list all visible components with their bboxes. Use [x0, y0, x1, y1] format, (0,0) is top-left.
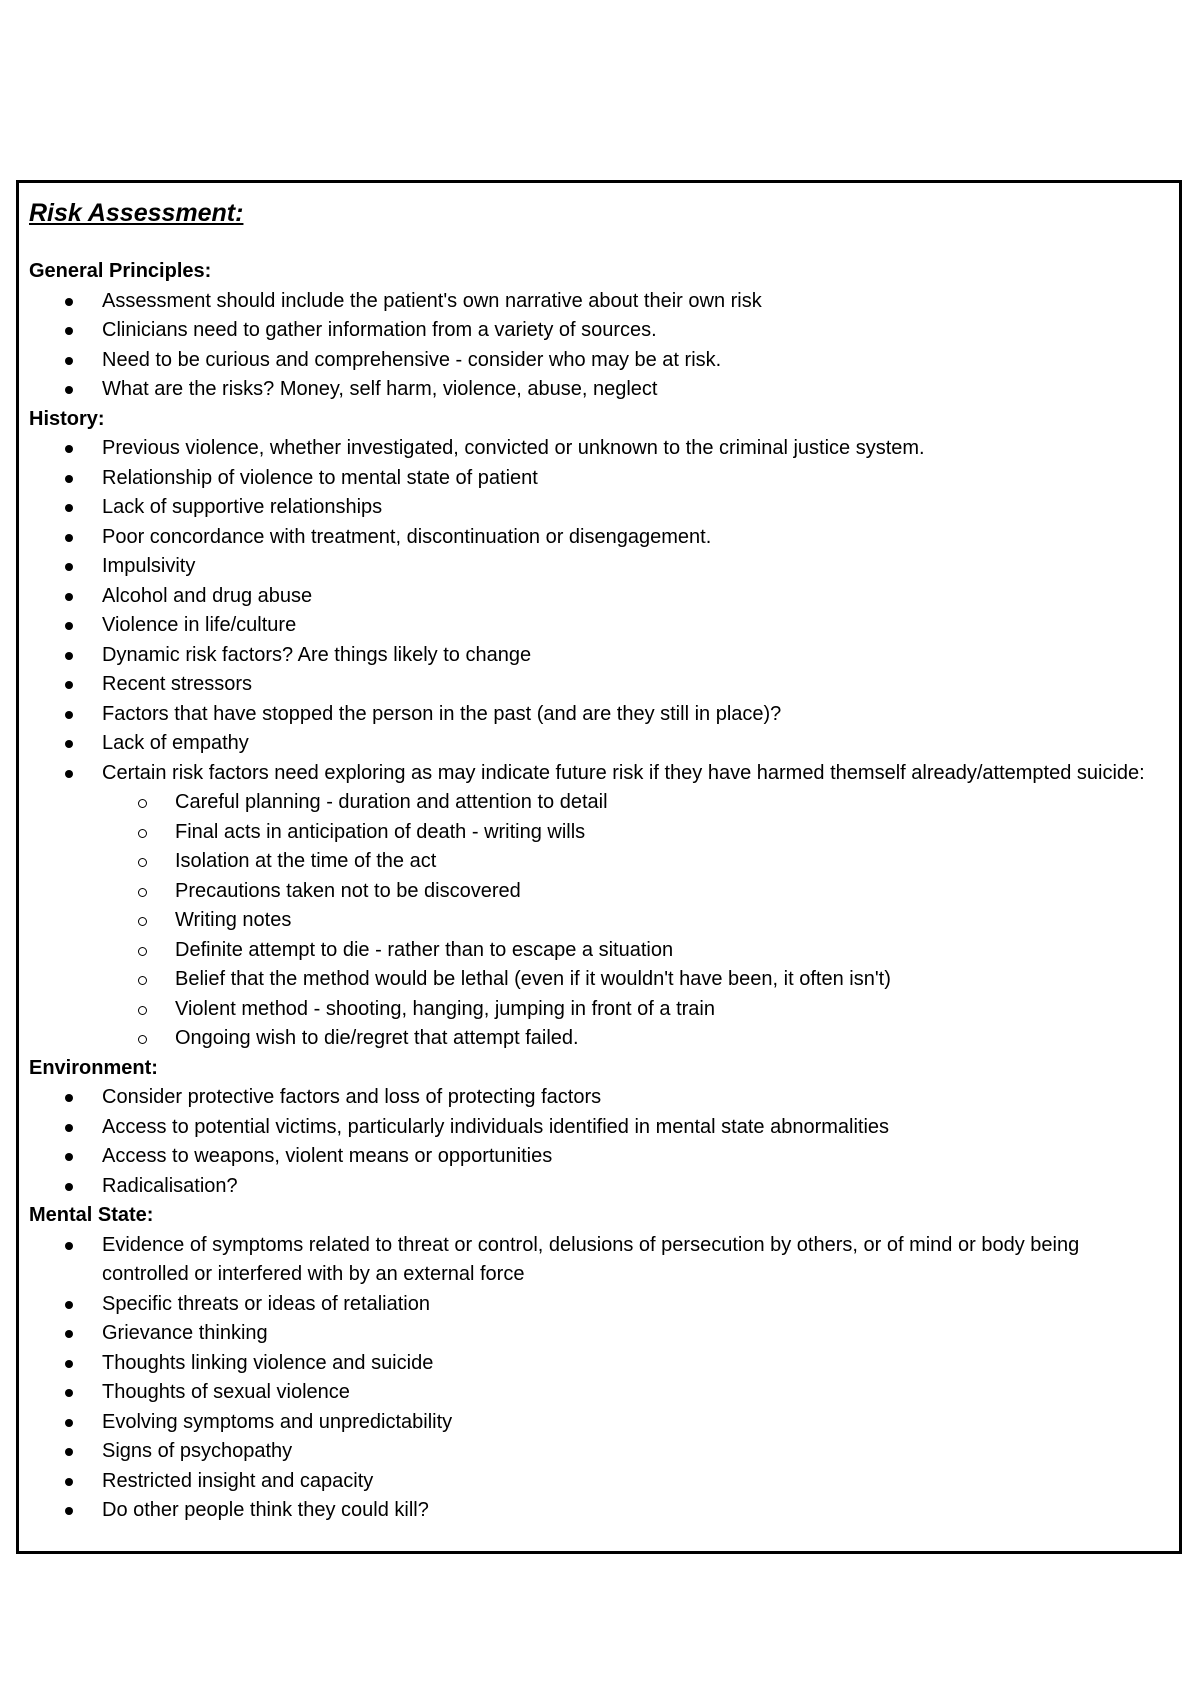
document-title: Risk Assessment: [29, 199, 244, 227]
bullet-icon [65, 1448, 73, 1456]
list-item: Recent stressors [29, 670, 1169, 700]
bullet-icon [65, 298, 73, 306]
bullet-icon [65, 1360, 73, 1368]
list-item: Lack of supportive relationships [29, 493, 1169, 523]
hollow-bullet-icon [138, 888, 147, 897]
list-item: Previous violence, whether investigated, convicted or unknown to the criminal justice system. [29, 434, 1169, 464]
list-item: Clinicians need to gather information from a variety of sources. [29, 316, 1169, 346]
bullet-icon [65, 1419, 73, 1427]
sublist-item: Belief that the method would be lethal (even if it wouldn't have been, it often isn't) [102, 965, 1169, 995]
list-item: Impulsivity [29, 552, 1169, 582]
list-item: Access to weapons, violent means or opportunities [29, 1142, 1169, 1172]
bullet-icon [65, 1301, 73, 1309]
list-item: Factors that have stopped the person in the past (and are they still in place)? [29, 700, 1169, 730]
bullet-icon [65, 1507, 73, 1515]
list-item: Restricted insight and capacity [29, 1467, 1169, 1497]
bullet-icon [65, 357, 73, 365]
sublist-item: Writing notes [102, 906, 1169, 936]
hollow-bullet-icon [138, 1006, 147, 1015]
list-item: Specific threats or ideas of retaliation [29, 1290, 1169, 1320]
hollow-bullet-icon [138, 829, 147, 838]
spacer [29, 231, 1169, 257]
hollow-bullet-icon [138, 947, 147, 956]
sublist-item: Careful planning - duration and attention to detail [102, 788, 1169, 818]
section-heading-general-principles: General Principles: [29, 260, 212, 282]
bullet-icon [65, 327, 73, 335]
general-principles-list [29, 287, 1169, 405]
hollow-bullet-icon [138, 976, 147, 985]
hollow-bullet-icon [138, 799, 147, 808]
document-box [16, 180, 1182, 1554]
list-item: Certain risk factors need exploring as may indicate future risk if they have harmed themself already/attempted suicide: Careful planning - duration and attention to detail Final acts in anticipation of death - writing wills Isolation at the time of the act Precautions taken not to be discovered Writing notes Definite attempt to die - rather than to escape a situation Belief that the method would be lethal (even if it wouldn't have been, it often isn't) Violent method - shooting, hanging, jumping in front of a train Ongoing wish to die/regret that attempt failed. [29, 759, 1169, 1054]
list-item: Evidence of symptoms related to threat or control, delusions of persecution by others, or of mind or body being controlled or interfered with by an external force [29, 1231, 1169, 1290]
bullet-icon [65, 593, 73, 601]
bullet-icon [65, 386, 73, 394]
list-item: Poor concordance with treatment, discontinuation or disengagement. [29, 523, 1169, 553]
bullet-icon [65, 1242, 73, 1250]
list-item: Radicalisation? [29, 1172, 1169, 1202]
list-item: Dynamic risk factors? Are things likely to change [29, 641, 1169, 671]
suicide-risk-sublist [102, 788, 1169, 1054]
list-item: Grievance thinking [29, 1319, 1169, 1349]
list-item: Assessment should include the patient's own narrative about their own risk [29, 287, 1169, 317]
sublist-item: Precautions taken not to be discovered [102, 877, 1169, 907]
list-item: Alcohol and drug abuse [29, 582, 1169, 612]
bullet-icon [65, 681, 73, 689]
hollow-bullet-icon [138, 917, 147, 926]
sublist-item: Final acts in anticipation of death - writing wills [102, 818, 1169, 848]
mental-state-list [29, 1231, 1169, 1526]
list-item: Thoughts linking violence and suicide [29, 1349, 1169, 1379]
bullet-icon [65, 622, 73, 630]
sublist-item: Ongoing wish to die/regret that attempt failed. [102, 1024, 1169, 1054]
section-heading-history: History: [29, 407, 105, 430]
bullet-icon [65, 711, 73, 719]
bullet-icon [65, 1478, 73, 1486]
bullet-icon [65, 1094, 73, 1102]
list-item: Lack of empathy [29, 729, 1169, 759]
list-item: Violence in life/culture [29, 611, 1169, 641]
list-item: Signs of psychopathy [29, 1437, 1169, 1467]
bullet-icon [65, 770, 73, 778]
sublist-item: Violent method - shooting, hanging, jumping in front of a train [102, 995, 1169, 1025]
list-item: Do other people think they could kill? [29, 1496, 1169, 1526]
bullet-icon [65, 652, 73, 660]
bullet-icon [65, 1330, 73, 1338]
bullet-icon [65, 534, 73, 542]
history-list [29, 434, 1169, 1054]
hollow-bullet-icon [138, 858, 147, 867]
list-item: Consider protective factors and loss of protecting factors [29, 1083, 1169, 1113]
section-heading-mental-state: Mental State: [29, 1204, 154, 1226]
list-item: Relationship of violence to mental state of patient [29, 464, 1169, 494]
bullet-icon [65, 445, 73, 453]
list-item: Thoughts of sexual violence [29, 1378, 1169, 1408]
bullet-icon [65, 1389, 73, 1397]
bullet-icon [65, 563, 73, 571]
bullet-icon [65, 475, 73, 483]
sublist-item: Definite attempt to die - rather than to escape a situation [102, 936, 1169, 966]
hollow-bullet-icon [138, 1035, 147, 1044]
list-item: Access to potential victims, particularly individuals identified in mental state abnormalities [29, 1113, 1169, 1143]
bullet-icon [65, 1124, 73, 1132]
bullet-icon [65, 504, 73, 512]
bullet-icon [65, 1183, 73, 1191]
bullet-icon [65, 1153, 73, 1161]
list-item: Need to be curious and comprehensive - consider who may be at risk. [29, 346, 1169, 376]
list-item: Evolving symptoms and unpredictability [29, 1408, 1169, 1438]
list-item: What are the risks? Money, self harm, violence, abuse, neglect [29, 375, 1169, 405]
section-heading-environment: Environment: [29, 1056, 158, 1079]
bullet-icon [65, 740, 73, 748]
environment-list [29, 1083, 1169, 1201]
sublist-item: Isolation at the time of the act [102, 847, 1169, 877]
